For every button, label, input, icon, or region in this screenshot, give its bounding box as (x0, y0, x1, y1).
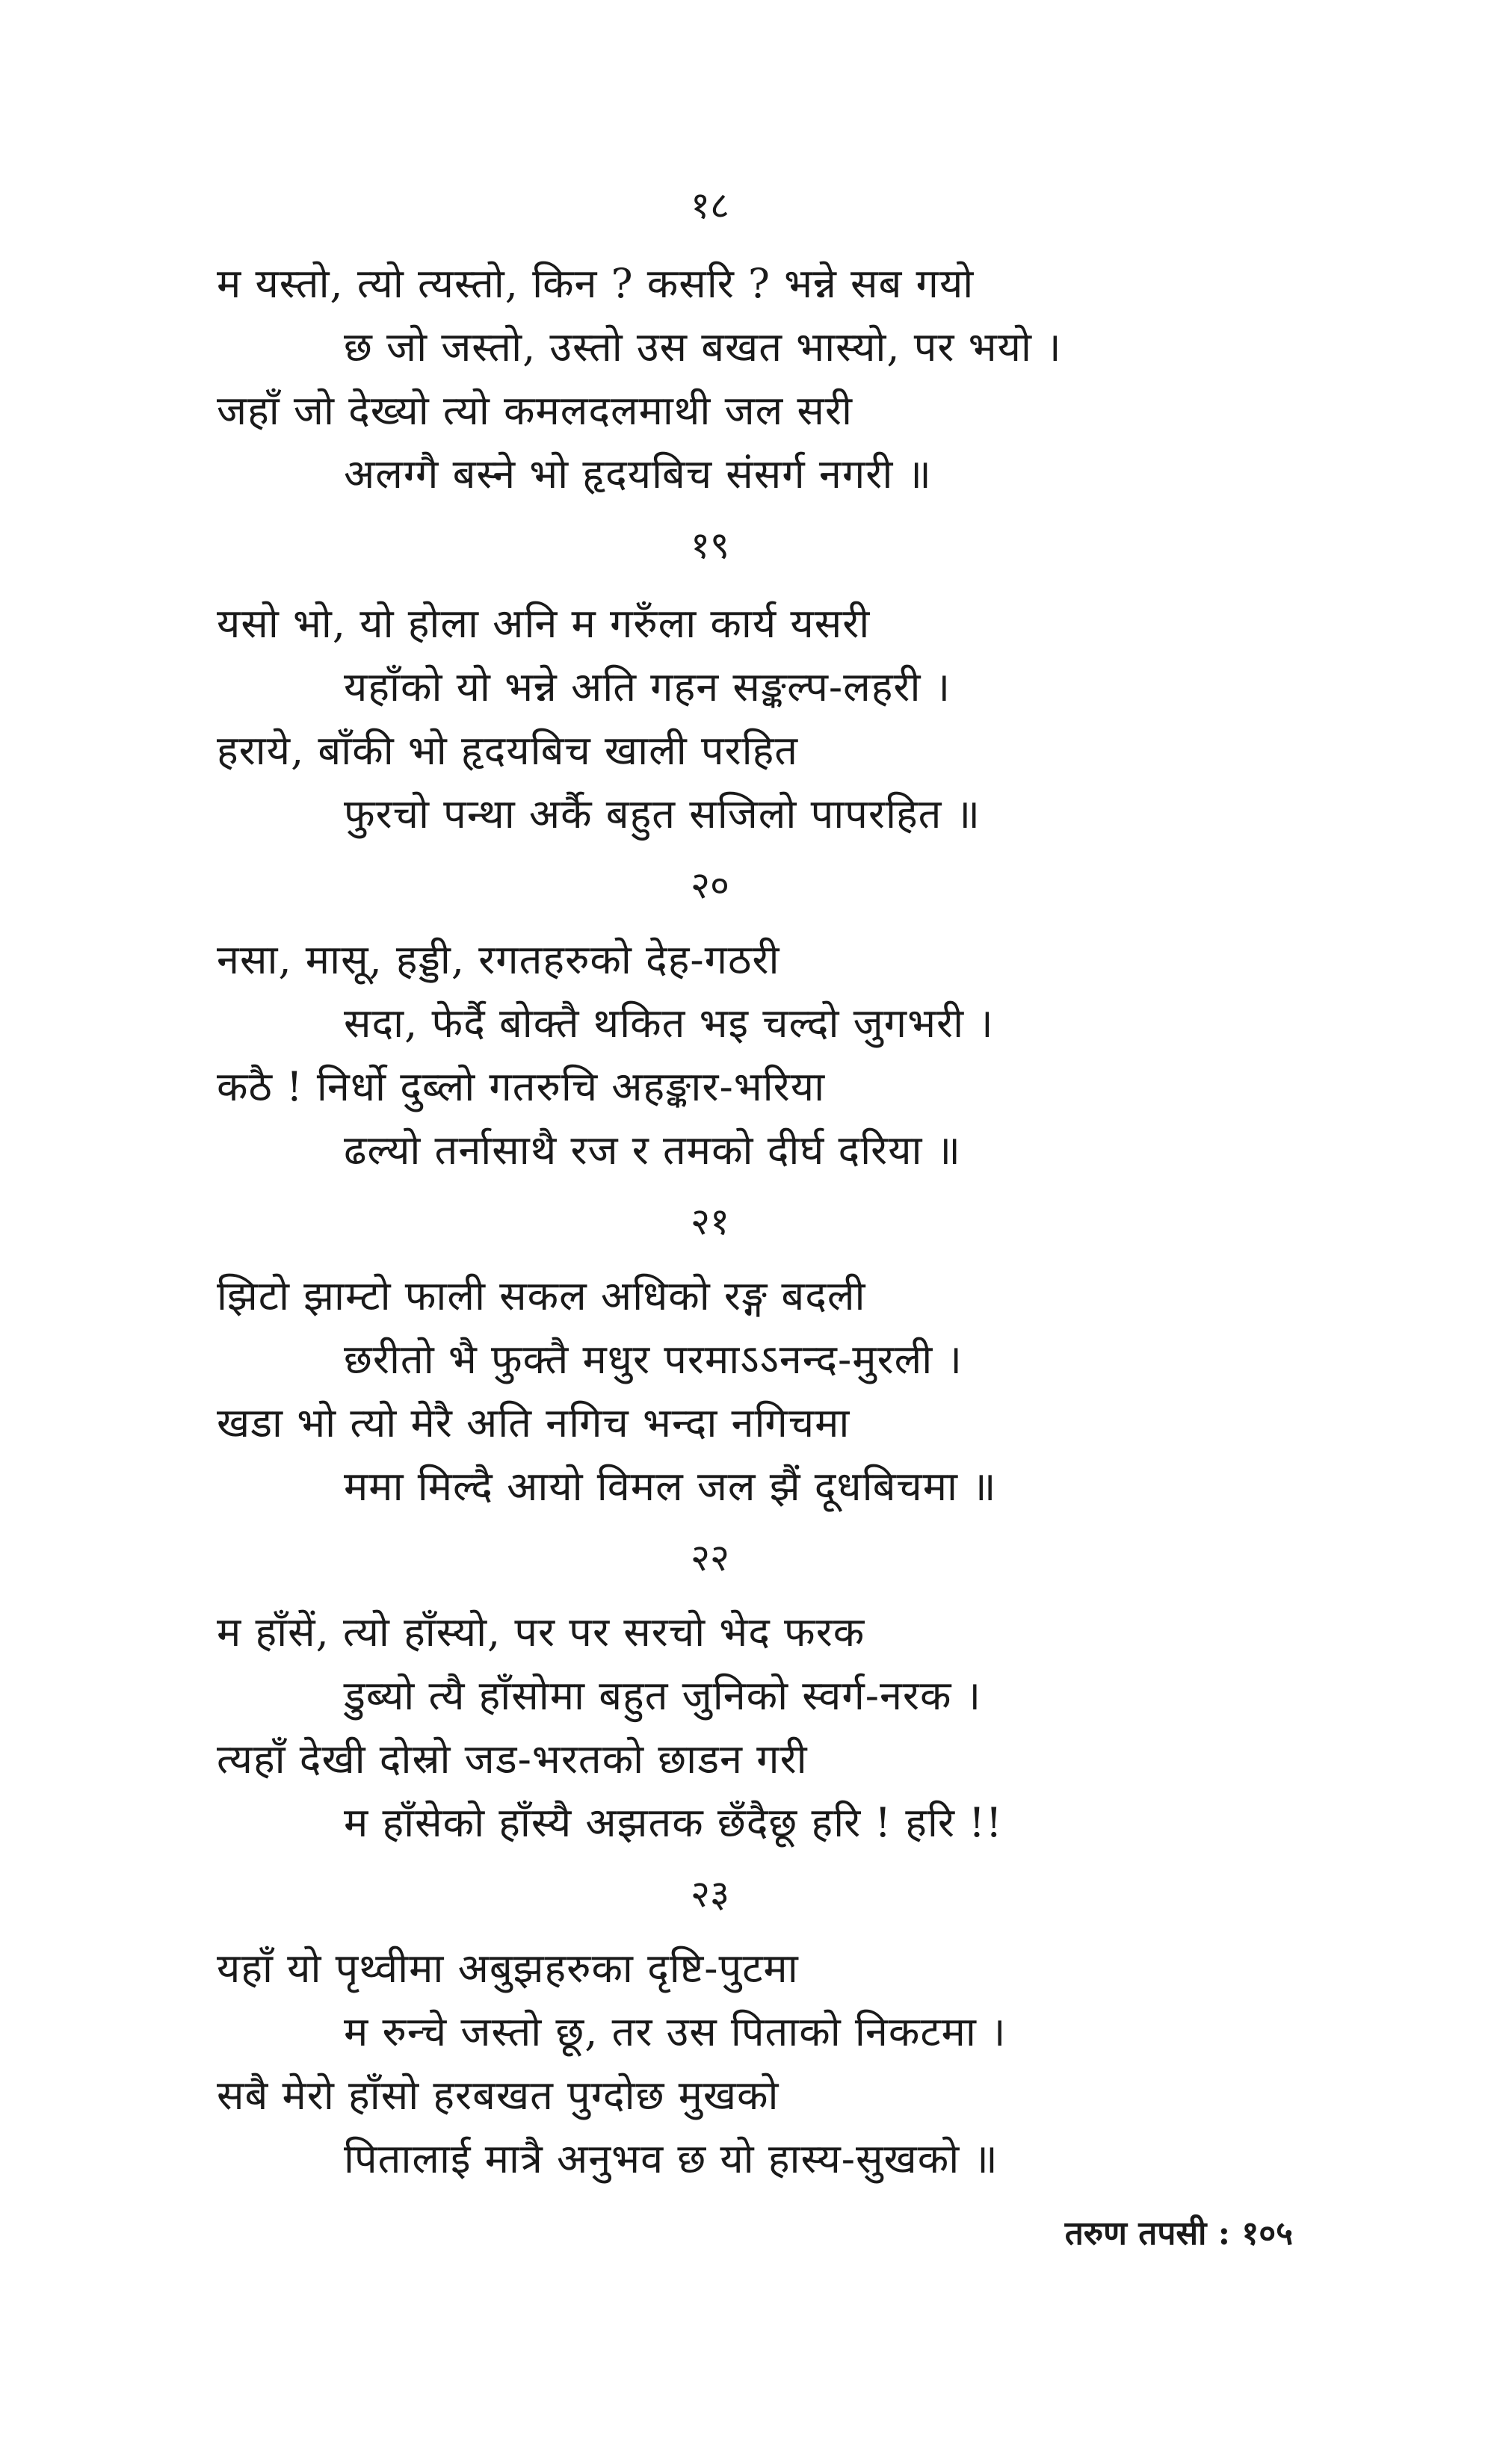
page-number: १०५ (1241, 2214, 1293, 2253)
verse-line: झिटो झाम्टो फाली सकल अधिको रङ्ग बदली (217, 1272, 866, 1319)
footer-separator: : (1217, 2214, 1231, 2253)
verse-line: ढल्यो तर्नासाथै रज र तमको दीर्घ दरिया ॥ (344, 1127, 962, 1174)
verse-line: छ जो जस्तो, उस्तो उस बखत भास्यो, पर भयो । (344, 324, 1062, 371)
verse-line: यसो भो, यो होला अनि म गरुँला कार्य यसरी (217, 600, 871, 647)
verse-line: जहाँ जो देख्यो त्यो कमलदलमाथी जल सरी (217, 387, 853, 434)
verse-line: त्यहाँ देखी दोस्रो जड-भरतको छाडन गरी (217, 1736, 808, 1783)
verse-line: फुरचो पन्था अर्कै बहुत सजिलो पापरहित ॥ (344, 790, 981, 838)
stanza-number: १८ (691, 184, 729, 227)
verse-line: म रुन्चे जस्तो छू, तर उस पिताको निकटमा । (344, 2008, 1007, 2055)
verse-line: यहाँ यो पृथ्वीमा अबुझहरुका दृष्टि-पुटमा (217, 1945, 799, 1992)
stanza-number: २२ (691, 1536, 729, 1579)
stanza-number: २० (691, 864, 729, 907)
page-footer (1065, 2211, 1293, 2256)
verse-line: अलग्गै बस्ने भो हृदयबिच संसर्ग नगरी ॥ (344, 451, 932, 498)
verse-line: म हाँसें, त्यो हाँस्यो, पर पर सरचो भेद फरक (217, 1609, 865, 1656)
verse-line: कठै ! निर्धो दुब्लो गतरुचि अहङ्कार-भरिया (217, 1063, 826, 1110)
book-title: तरुण तपसी (1064, 2214, 1207, 2253)
verse-line: सबै मेरो हाँसो हरबखत पुग्दोछ मुखको (217, 2072, 780, 2119)
verse-line: ममा मिल्दै आयो विमल जल झैं दूधबिचमा ॥ (344, 1463, 997, 1510)
verse-line: डुब्यो त्यै हाँसोमा बहुत जुनिको स्वर्ग-नरक । (344, 1672, 982, 1719)
stanza-number: १९ (691, 524, 729, 567)
verse-line: सदा, फेर्दै बोक्तै थकित भइ चल्दो जुगभरी । (344, 1000, 994, 1047)
verse-line: म यस्तो, त्यो त्यस्तो, किन ? कसरि ? भन्ने सब गयो (217, 260, 975, 307)
verse-line: पितालाई मात्रै अनुभव छ यो हास्य-सुखको ॥ (344, 2135, 998, 2182)
verse-line: म हाँसेको हाँस्यै अझतक छँदैछू हरि ! हरि !! (344, 1799, 1003, 1846)
stanza-number: २३ (691, 1872, 729, 1916)
verse-line: हराये, बाँकी भो हृदयबिच खाली परहित (217, 727, 799, 774)
verse-line: यहाँको यो भन्ने अति गहन सङ्कल्प-लहरी । (344, 663, 951, 711)
verse-line: छरीतो भै फुक्तै मधुर परमाऽऽनन्द-मुरली । (344, 1336, 963, 1383)
verse-line: खडा भो त्यो मेरै अति नगिच भन्दा नगिचमा (217, 1399, 851, 1446)
verse-line: नसा, मासू, हड्डी, रगतहरुको देह-गठरी (217, 936, 780, 983)
stanza-number: २१ (691, 1200, 729, 1243)
